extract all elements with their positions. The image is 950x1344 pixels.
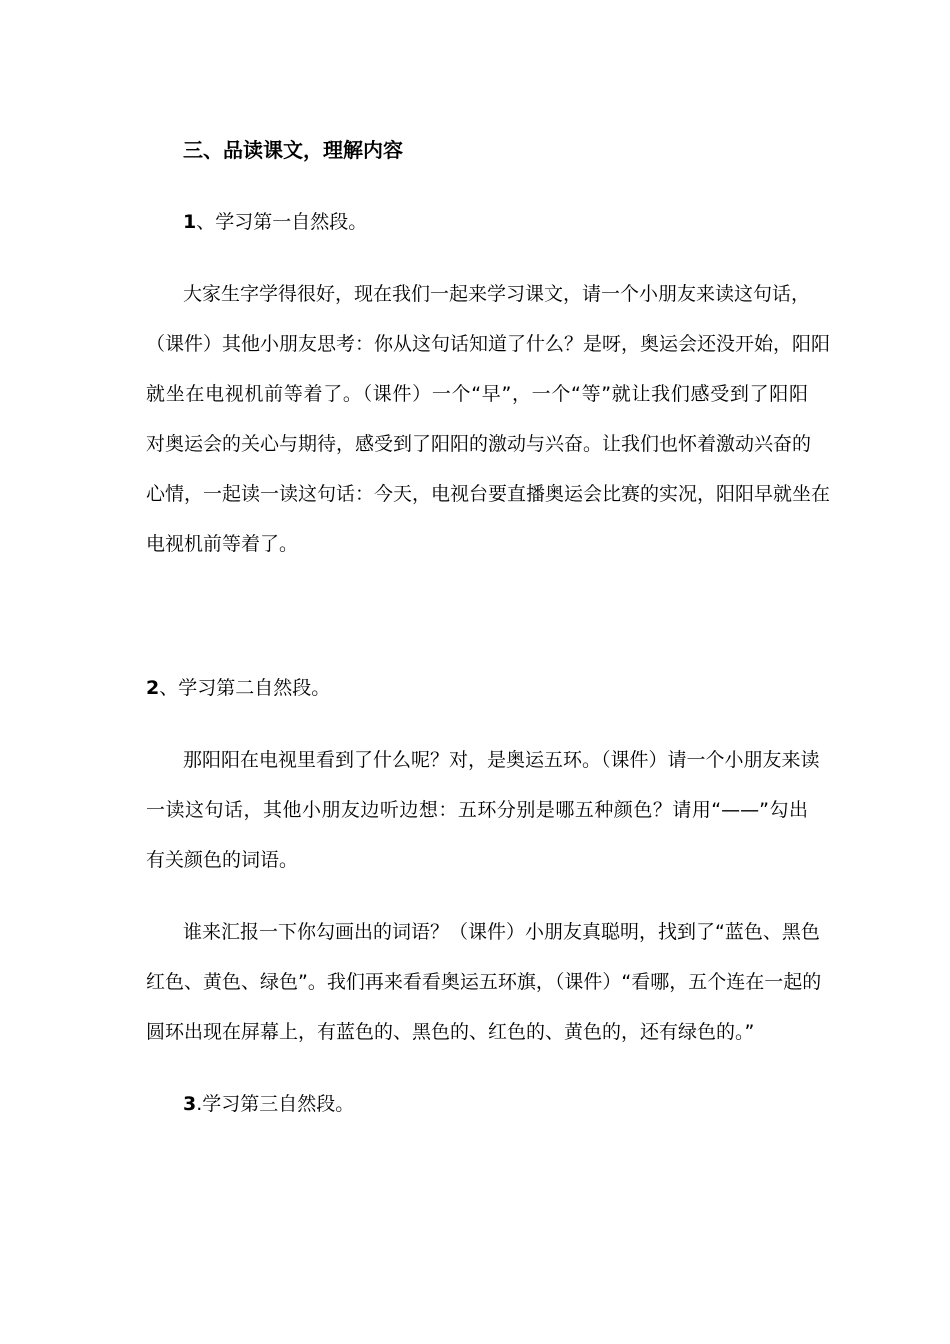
part3-number: 3 <box>183 1093 197 1115</box>
part3-heading <box>183 1090 354 1118</box>
part2-number: 2 <box>146 677 160 699</box>
part1-heading <box>183 208 367 236</box>
part1-line: 大家生字学得很好，现在我们一起来学习课文，请一个小朋友来读这句话， <box>183 283 811 305</box>
part1-line: 就坐在电视机前等着了。（课件）一个“早”，一个“等”就让我们感受到了阳阳 <box>146 383 808 405</box>
part2-para1-line: 一读这句话，其他小朋友边听边想：五环分别是哪五种颜色？请用“——”勾出 <box>146 799 808 821</box>
part1-line: 对奥运会的关心与期待，感受到了阳阳的激动与兴奋。让我们也怀着激动兴奋的 <box>146 433 812 455</box>
part1-title: 、学习第一自然段。 <box>196 211 368 233</box>
part2-title: 、学习第二自然段。 <box>159 677 331 699</box>
part2-para2-line: 圆环出现在屏幕上，有蓝色的、黑色的、红色的、黄色的，还有绿色的。” <box>146 1021 755 1043</box>
part2-para2-line: 谁来汇报一下你勾画出的词语？（课件）小朋友真聪明，找到了“蓝色、黑色 <box>183 921 820 943</box>
part1-line: 心情，一起读一读这句话：今天，电视台要直播奥运会比赛的实况，阳阳早就坐在 <box>146 483 831 505</box>
part1-line: （课件）其他小朋友思考：你从这句话知道了什么？是呀，奥运会还没开始，阳阳 <box>146 333 831 355</box>
part2-para1-line: 有关颜色的词语。 <box>146 849 299 871</box>
part2-para2-line: 红色、黄色、绿色”。我们再来看看奥运五环旗，（课件）“看哪，五个连在一起的 <box>146 971 822 993</box>
part2-heading <box>146 674 330 702</box>
part2-para1-line: 那阳阳在电视里看到了什么呢？对，是奥运五环。（课件）请一个小朋友来读 <box>183 749 820 771</box>
section-heading: 三、品读课文，理解内容 <box>183 138 403 162</box>
part1-number: 1 <box>183 211 197 233</box>
part3-title: .学习第三自然段。 <box>196 1093 355 1115</box>
part1-line: 电视机前等着了。 <box>146 533 299 555</box>
